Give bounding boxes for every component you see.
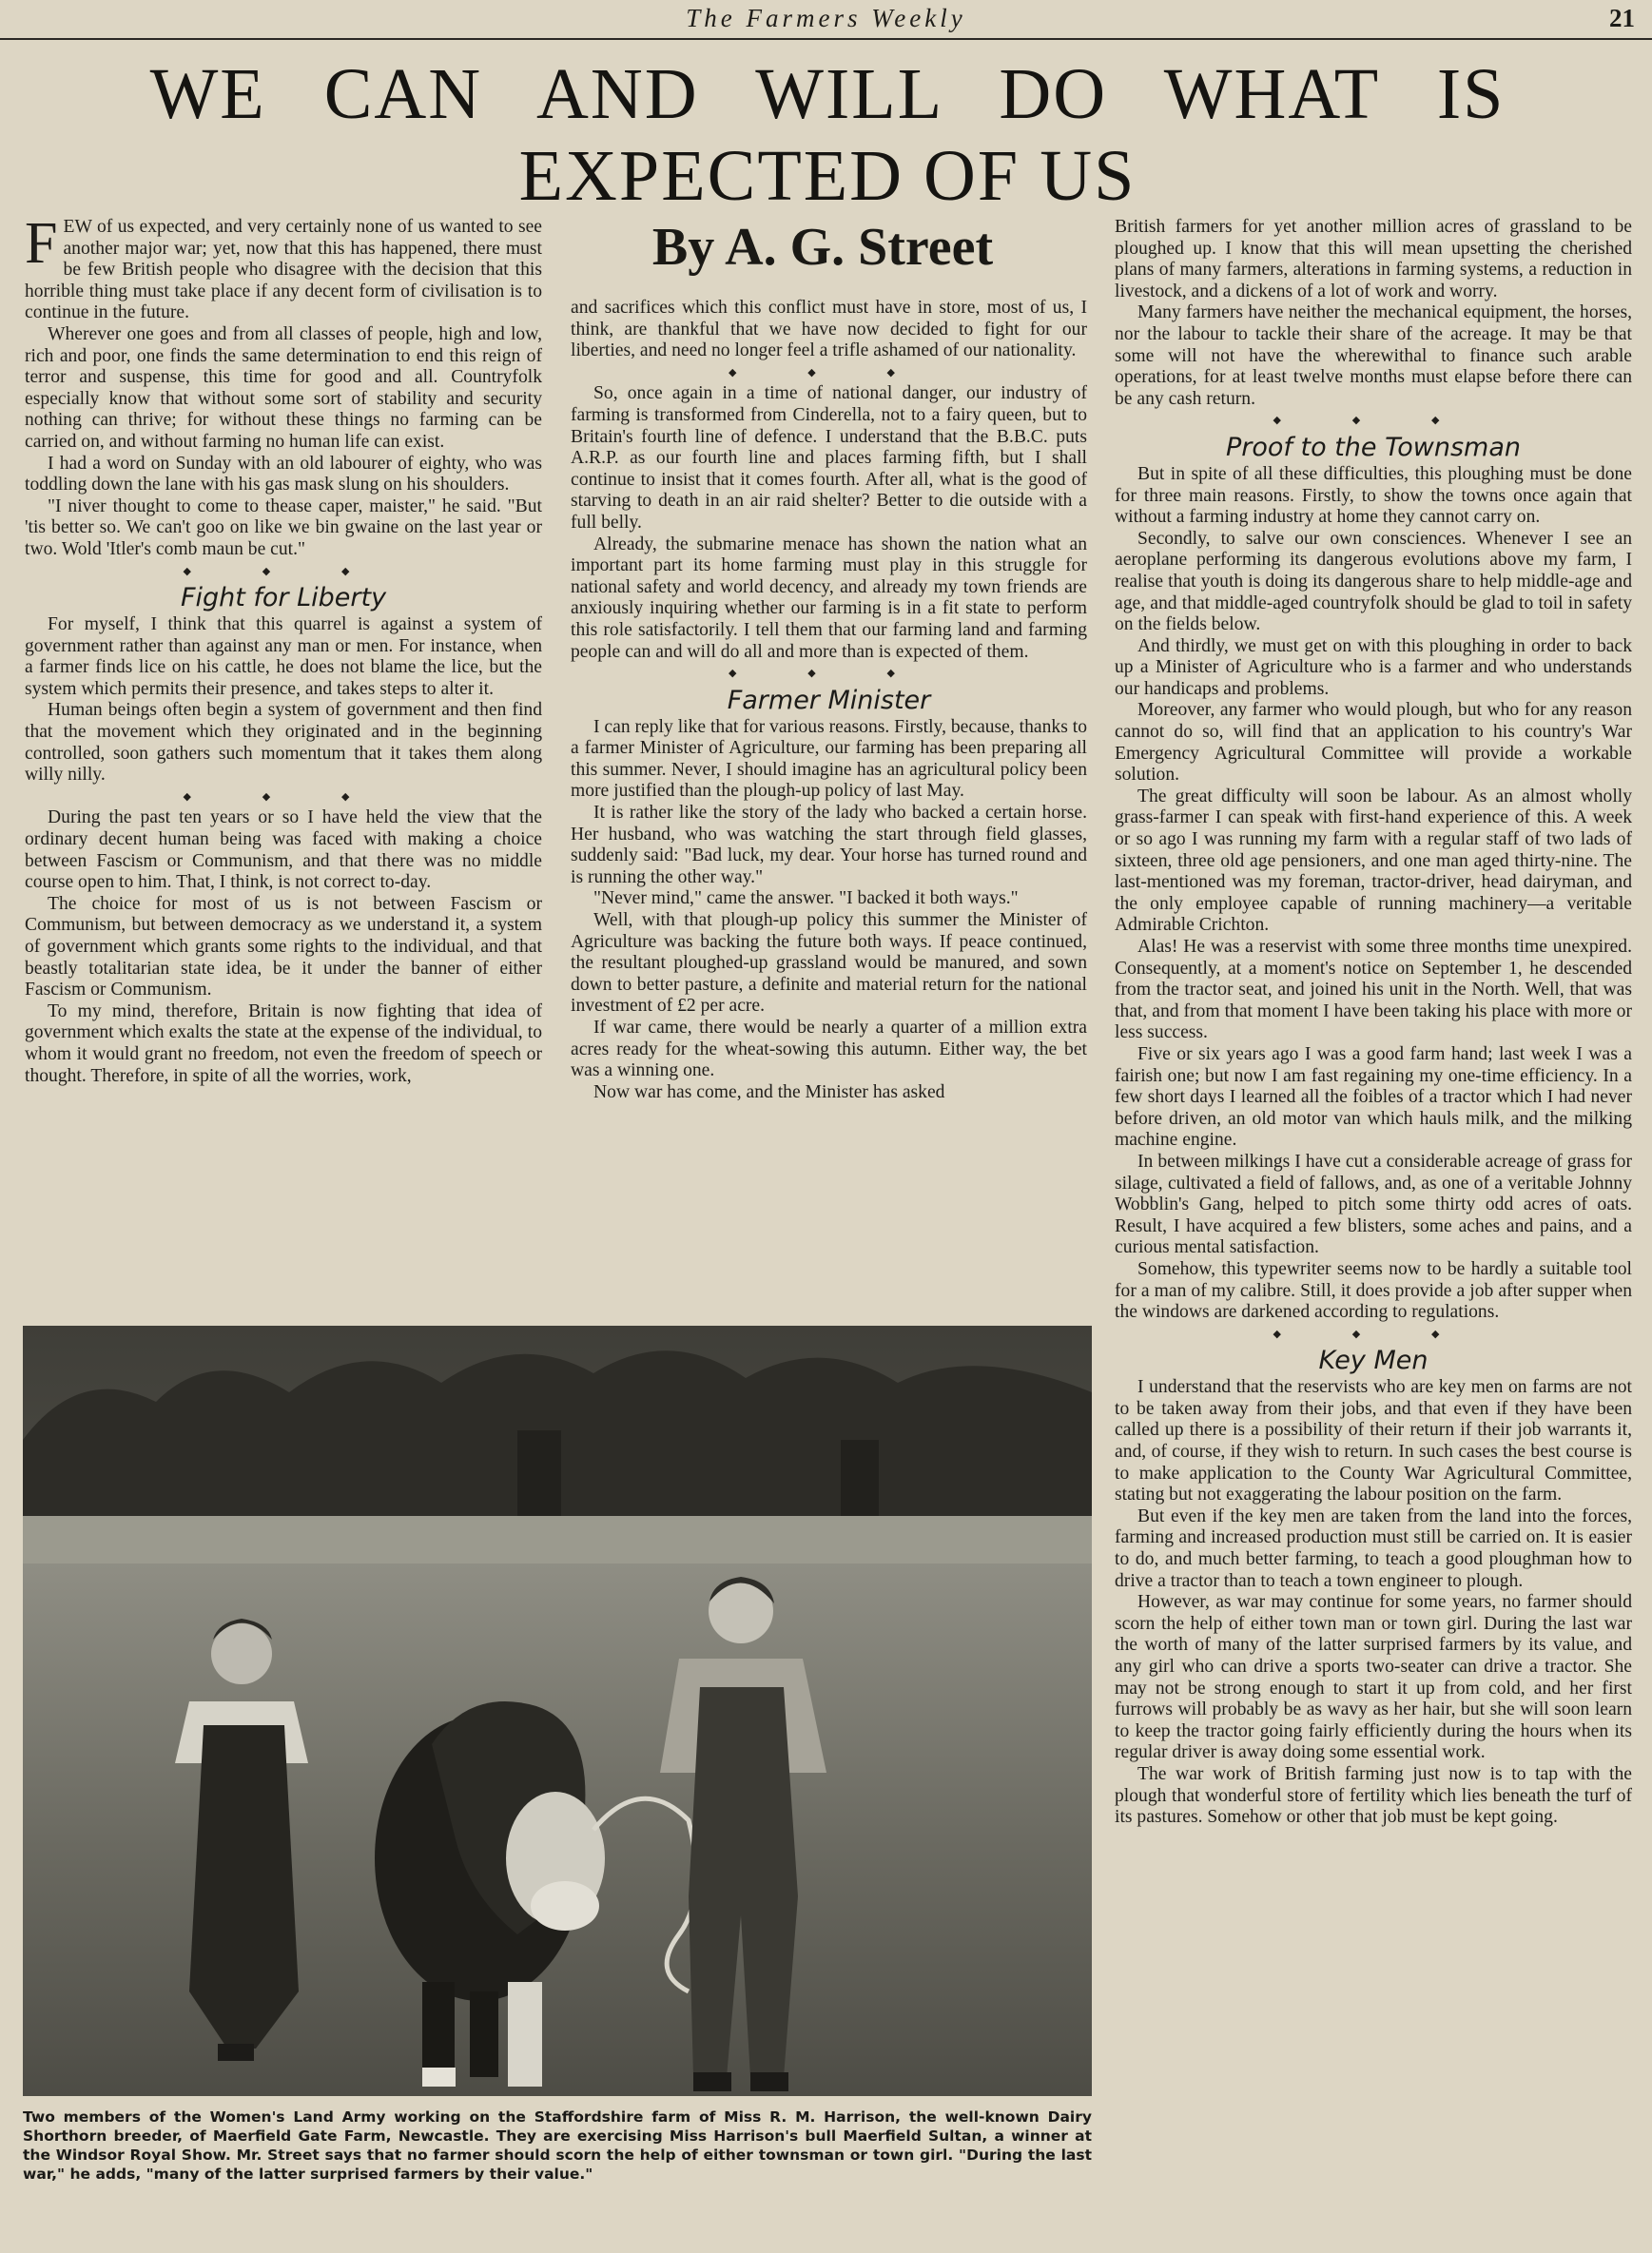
- headline-line-1: WE CAN AND WILL DO WHAT IS: [149, 54, 1506, 134]
- paragraph: The great difficulty will soon be labour. As an almost wholly grass-farmer I can speak with first-hand experience of this. A week or so ago I was running my farm with a regular staff of two lads of sixteen, three old age pensioners, and one man aged thirty-nine. The last-mentioned was my foreman, tractor-driver, head dairyman, and the only employee capable of running machinery—a veritable Admirable Crichton.: [1115, 786, 1632, 936]
- paragraph: But in spite of all these difficulties, this ploughing must be done for three main reasons. Firstly, to show the towns once again that without a farming industry at home they cannot carry on.: [1115, 463, 1632, 528]
- paragraph: For myself, I think that this quarrel is against a system of government rather than against any man or men. For instance, when a farmer finds lice on his cattle, he does not blame the lice, but the system which permits their presence, and takes steps to alter it.: [25, 614, 542, 699]
- paragraph: FEW of us expected, and very certainly none of us wanted to see another major war; yet, now that this has happened, there must be few British people who disagree with the decision that this horrible thing must take place if any decent form of civilisation is to continue in the future.: [25, 211, 542, 323]
- paragraph: And thirdly, we must get on with this ploughing in order to back up a Minister of Agriculture who is a farmer and who understands our handicaps and problems.: [1115, 635, 1632, 699]
- paragraph: The choice for most of us is not between Fascism or Communism, but between democracy as we understand it, a system of government which grants some rights to the individual, and that beastly totalitarian state idea, be it under the banner of either Fascism or Communism.: [25, 893, 542, 1000]
- paragraph: I had a word on Sunday with an old labourer of eighty, who was toddling down the lane with his gas mask slung on his shoulders.: [25, 453, 542, 495]
- photo-illustration: [23, 1326, 1092, 2096]
- paragraph: So, once again in a time of national danger, our industry of farming is transformed from Cinderella, not to a fairy queen, but to Britain's fourth line of defence. I understand that the B.B.C. puts A.R.P. as our fourth line and places farming fifth, but I shall continue to insist that it comes fourth. After all, what is the good of starving to death in an air raid shelter? Better to die outside with a full belly.: [571, 383, 1087, 533]
- photo-caption: Two members of the Women's Land Army working on the Staffordshire farm of Miss R. M. Harrison, the well-known Dairy Shorthorn breeder, of Maerfield Gate Farm, Newcastle. They are exercising Miss Harrison's bull Maerfield Sultan, a winner at the Windsor Royal Show. Mr. Street says that no farmer should scorn the help of either townsman or town girl. "During the last war," he adds, "many of the latter surprised farmers by their value.": [23, 2108, 1092, 2183]
- section-ornament: ◆ ◆ ◆: [183, 565, 384, 577]
- paragraph: "Never mind," came the answer. "I backed it both ways.": [593, 888, 1019, 909]
- section-ornament: ◆ ◆ ◆: [729, 668, 929, 680]
- article-column-1: [25, 211, 542, 1087]
- paragraph: Well, with that plough-up policy this summer the Minister of Agriculture was backing the future both ways. If peace continued, the resultant ploughed-up grassland would be manured, and sown down to better pasture, a definite and material return for the national investment of £2 per acre.: [571, 910, 1087, 1017]
- paragraph: and sacrifices which this conflict must have in store, most of us, I think, are thankful that we have now decided to fight for our liberties, and need no longer feel a trifle ashamed of our nationality.: [571, 298, 1087, 361]
- subheading-farmer-minister: Farmer Minister: [727, 685, 931, 715]
- article-headline: [57, 53, 1598, 217]
- masthead-rule: [0, 38, 1652, 40]
- paragraph: Five or six years ago I was a good farm hand; last week I was a fairish one; but now I am fast regaining my one-time efficiency. In a few short days I learned all the foibles of a tractor which I had never before driven, an old motor van which hauls milk, and the milking machine engine.: [1115, 1043, 1632, 1151]
- paragraph: If war came, there would be nearly a quarter of a million extra acres ready for the wheat-sowing this autumn. Either way, the bet was a winning one.: [571, 1018, 1087, 1081]
- paragraph: However, as war may continue for some years, no farmer should scorn the help of either town man or town girl. During the last war the worth of many of the latter surprised farmers by its value, and any girl who can drive a sports two-seater can drive a tractor. She may not be strong enough to start it up from cold, and her first furrows will probably be as wavy as her hair, but she will soon learn to keep the tractor going fairly efficiently during the hours when its regular driver is away doing some essential work.: [1115, 1592, 1632, 1763]
- paragraph: Many farmers have neither the mechanical equipment, the horses, nor the labour to tackle their share of the acreage. It may be that some will not have the wherewithal to finance such arable operations, for at least twelve months must elapse before there can be any cash return.: [1115, 302, 1632, 409]
- paragraph: I understand that the reservists who are key men on farms are not to be taken away from their jobs, and that even if they have been called up there is a possibility of their return if their job warrants it, and, of course, if they wish to return. In such cases the best course is to make application to the County War Agricultural Committee, stating but not exaggerating the labour position on the farm.: [1115, 1377, 1632, 1505]
- section-ornament: ◆ ◆ ◆: [729, 366, 929, 379]
- paragraph: During the past ten years or so I have held the view that the ordinary decent human being was faced with making a choice between Fascism or Communism, and that there was no middle course open to him. That, I think, is not correct to-day.: [25, 807, 542, 893]
- section-ornament: ◆ ◆ ◆: [1273, 415, 1474, 427]
- subheading-key-men: Key Men: [1318, 1346, 1428, 1376]
- section-ornament: ◆ ◆ ◆: [183, 790, 384, 803]
- paragraph: Already, the submarine menace has shown the nation what an important part its home farming must play in this struggle for national safety and world decency, and already my town friends are anxiously inquiring whether our farming is in a fit state to perform this role satisfactorily. I tell them that our farming land and farming people can and will do all and more than is expected of them.: [571, 534, 1087, 662]
- subheading-proof-to-the-townsman: Proof to the Townsman: [1226, 432, 1521, 462]
- paragraph: I can reply like that for various reasons. Firstly, because, thanks to a farmer Minister of Agriculture, our farming has been preparing all this summer. Never, I should imagine has an agricultural policy been more justified than the plough-up policy of last May.: [571, 716, 1087, 802]
- paragraph: In between milkings I have cut a considerable acreage of grass for silage, cultivated a field of fallows, and, as one of a veritable Johnny Wobblin's Gang, helped to pitch some thirty odd acres of oats. Result, I have acquired a few blisters, some aches and pains, and a curious mental satisfaction.: [1115, 1151, 1632, 1258]
- drop-cap: F: [25, 211, 58, 276]
- paragraph: Secondly, to salve our own consciences. Whenever I see an aeroplane performing its dangerous evolutions above my farm, I realise that youth is doing its dangerous share to help middle-age and age, and that middle-aged countryfolk should be glad to toil in safety on the fields below.: [1115, 528, 1632, 635]
- paragraph: Somehow, this typewriter seems now to be hardly a suitable tool for a man of my calibre. Still, it does provide a job after supper when the windows are darkened according to regulations.: [1115, 1258, 1632, 1323]
- paragraph: British farmers for yet another million acres of grassland to be ploughed up. I know that this will mean upsetting the cherished plans of many farmers, alterations in farming systems, a reduction in livestock, and a dickens of a lot of work and worry.: [1115, 217, 1632, 301]
- page-number: 21: [1609, 4, 1635, 32]
- subheading-fight-for-liberty: Fight for Liberty: [180, 583, 387, 613]
- paragraph: The war work of British farming just now is to tap with the plough that wonderful store of fertility which lies beneath the turf of its pastures. Somehow or other that job must be kept going.: [1115, 1763, 1632, 1828]
- article-photograph: [23, 1326, 1092, 2096]
- paragraph: Wherever one goes and from all classes of people, high and low, rich and poor, one finds the same determination to end this reign of terror and suspense, this time for good and all. Countryfolk especially know that without some sort of stability and security nothing can thrive; for without these things no farming can be carried on, and without farming no human life can exist.: [25, 323, 542, 452]
- paragraph: Moreover, any farmer who would plough, but who for any reason cannot do so, will find that an application to his country's War Emergency Agricultural Committee will provide a workable solution.: [1115, 700, 1632, 786]
- publication-title: The Farmers Weekly: [686, 4, 966, 32]
- paragraph: Human beings often begin a system of government and then find that the movement which they originated and in the beginning controlled, soon gathers such momentum that it takes them along willy nilly.: [25, 700, 542, 786]
- paragraph: Now war has come, and the Minister has asked: [593, 1081, 945, 1102]
- headline-line-2: EXPECTED OF US: [518, 136, 1137, 216]
- paragraph: It is rather like the story of the lady who backed a certain horse. Her husband, who was watching the start through field glasses, suddenly said: "Bad luck, my dear. Your horse has turned round and is running the other way.": [571, 803, 1087, 887]
- paragraph: "I niver thought to come to thease caper, maister," he said. "But 'tis better so. We can't goo on like we bin gwaine on the last year or two. Wold 'Itler's comb maun be cut.": [25, 495, 542, 559]
- paragraph: To my mind, therefore, Britain is now fighting that idea of government which exalts the state at the expense of the individual, to whom it would grant no freedom, not even the freedom of speech or thought. Therefore, in spite of all the worries, work,: [25, 1000, 542, 1086]
- section-ornament: ◆ ◆ ◆: [1273, 1328, 1474, 1340]
- masthead: [0, 0, 1652, 42]
- paragraph: Alas! He was a reservist with some three months time unexpired. Consequently, at a moment's notice on September 1, he descended from the tractor seat, and joined his unit in the North. Well, that was that, and from that moment I have been taking his place with more or less success.: [1115, 937, 1632, 1043]
- article-column-2: [571, 298, 1087, 1103]
- byline: By A. G. Street: [651, 218, 994, 277]
- article-column-3: [1115, 217, 1632, 1829]
- paragraph: But even if the key men are taken from the land into the forces, farming and increased production must still be carried on. It is easier to do, and much better farming, to teach a good ploughman how to drive a tractor than to teach a town engineer to plough.: [1115, 1505, 1632, 1591]
